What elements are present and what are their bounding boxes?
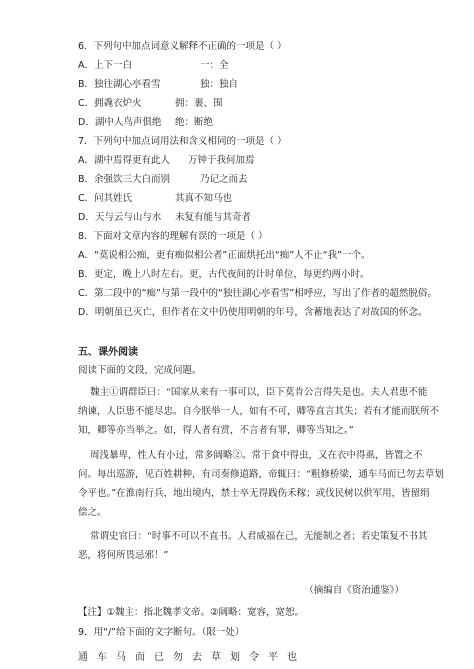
q6-stem: 6．下列句中加点词意义解释不正确的一项是（ ） <box>78 41 287 52</box>
passage-line: 偿之。 <box>78 507 107 518</box>
section-instruction: 阅读下面的文段，完成问题。 <box>78 365 202 376</box>
q7-option-a-right: 万钟于我何加焉 <box>188 155 255 166</box>
q6-option-a-left: A．上下一白 <box>78 60 132 71</box>
q7-option-b-right: 乃记之而去 <box>200 174 248 185</box>
q6-option-b-left: B．独往湖心亭看雪 <box>78 79 161 90</box>
q8-stem: 8．下面对文章内容的理解有误的一项是（ ） <box>78 231 268 242</box>
q7-option-c-right: 其真不知马也 <box>175 193 233 204</box>
q8-option-c: C．第二段中的“痴”与第一段中的“独往湖心亭看雪”相呼应，写出了作者的超然脱俗。 <box>78 288 437 299</box>
q7-option-b-left: B．余强饮三大白而别 <box>78 174 171 185</box>
passage-note: 【注】①魏主：指北魏孝文帝。②阔略：宽容，宽恕。 <box>78 607 305 618</box>
passage-line: 问。每出巡游，见百姓耕种，有司奏修道路，帝辄曰：“粗修桥梁，通车马而已勿去草划 <box>78 469 444 480</box>
q9-stem: 9．用“/”给下面的文字断句。（限一处） <box>78 627 245 638</box>
passage-line: 周浅暴卑，性人有小过，常多阔略②。常于食中得虫，又在衣中得虱，皆置之不 <box>90 450 423 461</box>
q6-option-d-left: D．湖中人鸟声俱绝 <box>78 117 162 128</box>
q8-option-a: A．“莫说相公痴，更有痴似相公者”正面烘托出“痴”人不止“我”一个。 <box>78 250 371 261</box>
q6-option-c-right: 拥：裹、围 <box>175 98 223 109</box>
q6-option-c-left: C．拥毳衣炉火 <box>78 98 142 109</box>
passage-line: 恶，将何所畏忌邪！” <box>78 550 169 561</box>
q9-sentence: 通车马而已勿去草划令平也 <box>78 652 306 663</box>
passage-line: 纳谏，人臣患不能尽忠。自今朕举一人，如有不可，卿等直言其失；若有才能而朕所不 <box>78 406 440 417</box>
q8-option-d: D．明朝虽已灭亡，但作者在文中仍使用明朝的年号，含蓄地表达了对故国的怀念。 <box>78 307 428 318</box>
passage-line: 令平也。”在淮南行兵，地出境内，禁士卒无得践伤禾稼；或伐民树以供军用，皆留绢 <box>78 488 430 499</box>
q8-option-b: B．更定，晚上八时左右。更，古代夜间的计时单位，每更约两小时。 <box>78 269 370 280</box>
q7-option-d-right: 未复有能与其奇者 <box>175 212 252 223</box>
section-title: 五、课外阅读 <box>78 347 138 358</box>
q7-option-d-left: D．天与云与山与水 <box>78 212 162 223</box>
q6-option-a-right: 一：全 <box>200 60 229 71</box>
q7-option-a-left: A．湖中焉得更有此人 <box>78 155 170 166</box>
passage-source: （摘编自《资治通鉴》） <box>304 585 404 596</box>
q7-stem: 7．下列句中加点词用法和含义相同的一项是（ ） <box>78 136 287 147</box>
q6-option-d-right: 绝：断绝 <box>175 117 214 128</box>
q6-option-b-right: 独：独自 <box>200 79 239 90</box>
passage-line: 常谓史官曰：“时事不可以不直书。人君威福在己，无能制之者；若史策复不书其 <box>90 531 428 542</box>
q7-option-c-left: C．问其姓氏 <box>78 193 133 204</box>
passage-line: 魏主①谓群臣曰：“国家从来有一事可以，臣下莫肯公言得失是也。夫人君患不能 <box>90 387 428 398</box>
passage-line: 知，卿等亦当举之。如，得人者有赏，不言者有罪，卿等当知之。” <box>78 425 354 436</box>
